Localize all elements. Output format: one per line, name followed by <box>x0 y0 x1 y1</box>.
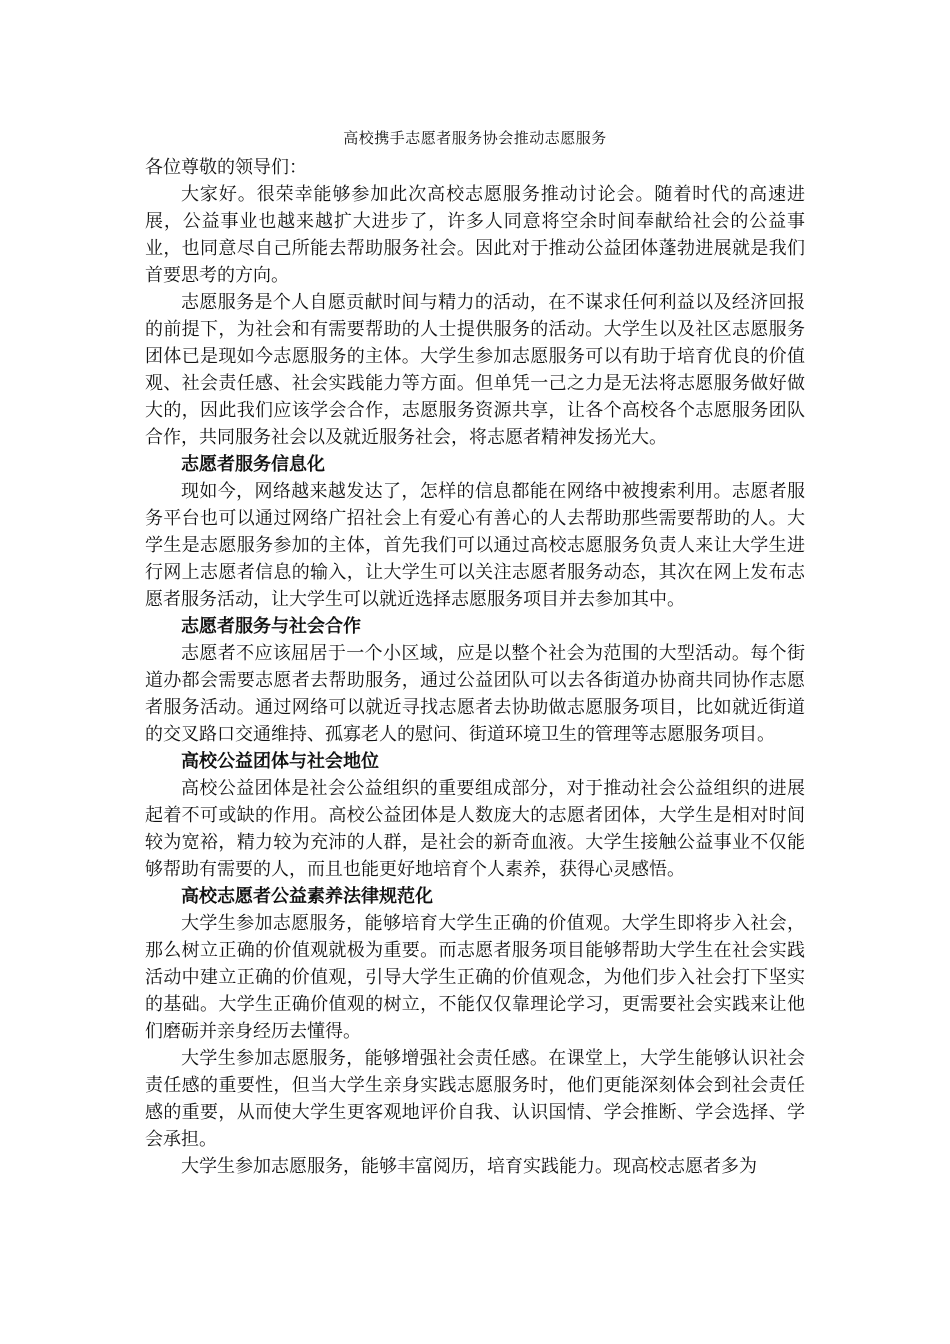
section-heading-informatization: 志愿者服务信息化 <box>181 454 325 475</box>
paragraph-volunteer-definition: 志愿服务是个人自愿贡献时间与精力的活动，在不谋求任何利益以及经济回报的前提下，为社会和有需要帮助的人士提供服务的活动。大学生以及社区志愿服务团体已是现如今志愿服务的主体。大学生参加志愿服务可以有助于培育优良的价值观、社会责任感、社会实践能力等方面。但单凭一己之力是无法将志愿服务做好做大的，因此我们应该学会合作，志愿服务资源共享，让各个高校各个志愿服务团队合作，共同服务社会以及就近服务社会，将志愿者精神发扬光大。 <box>145 292 805 448</box>
paragraph-social-cooperation: 志愿者不应该屈居于一个小区域，应是以整个社会为范围的大型活动。每个街道办都会需要志愿者去帮助服务，通过公益团队可以去各街道办协商共同协作志愿者服务活动。通过网络可以就近寻找志愿者去协助做志愿服务项目，比如就近街道的交叉路口交通维持、孤寡老人的慰问、街道环境卫生的管理等志愿服务项目。 <box>145 643 805 745</box>
document-title: 高校携手志愿者服务协会推动志愿服务 <box>343 129 607 147</box>
paragraph-social-status: 高校公益团体是社会公益组织的重要组成部分，对于推动社会公益组织的进展起着不可或缺的作用。高校公益团体是人数庞大的志愿者团体，大学生是相对时间较为宽裕，精力较为充沛的人群，是社会的新奇血液。大学生接触公益事业不仅能够帮助有需要的人，而且也能更好地培育个人素养，获得心灵感悟。 <box>145 778 805 880</box>
paragraph-responsibility: 大学生参加志愿服务，能够增强社会责任感。在课堂上，大学生能够认识社会责任感的重要性，但当大学生亲身实践志愿服务时，他们更能深刻体会到社会责任感的重要，从而使大学生更客观地评价自我、认识国情、学会推断、学会选择、学会承担。 <box>145 1048 805 1150</box>
document-page <box>145 124 805 1180</box>
section-heading-social-cooperation: 志愿者服务与社会合作 <box>181 616 361 637</box>
paragraph-intro: 大家好。很荣幸能够参加此次高校志愿服务推动讨论会。随着时代的高速进展，公益事业也越来越扩大进步了，许多人同意将空余时间奉献给社会的公益事业，也同意尽自己所能去帮助服务社会。因此对于推动公益团体蓬勃进展就是我们首要思考的方向。 <box>145 184 805 286</box>
section-heading-legal-norms: 高校志愿者公益素养法律规范化 <box>181 886 433 907</box>
salutation: 各位尊敬的领导们： <box>145 157 307 178</box>
paragraph-practice: 大学生参加志愿服务，能够丰富阅历，培育实践能力。现高校志愿者多为 <box>181 1156 757 1177</box>
paragraph-informatization: 现如今，网络越来越发达了，怎样的信息都能在网络中被搜索利用。志愿者服务平台也可以通过网络广招社会上有爱心有善心的人去帮助那些需要帮助的人。大学生是志愿服务参加的主体，首先我们可以通过高校志愿服务负责人来让大学生进行网上志愿者信息的输入，让大学生可以关注志愿者服务动态，其次在网上发布志愿者服务活动，让大学生可以就近选择志愿服务项目并去参加其中。 <box>145 481 805 610</box>
paragraph-values: 大学生参加志愿服务，能够培育大学生正确的价值观。大学生即将步入社会，那么树立正确的价值观就极为重要。而志愿者服务项目能够帮助大学生在社会实践活动中建立正确的价值观，引导大学生正确的价值观念，为他们步入社会打下坚实的基础。大学生正确价值观的树立，不能仅仅靠理论学习，更需要社会实践来让他们磨砺并亲身经历去懂得。 <box>145 913 805 1042</box>
section-heading-social-status: 高校公益团体与社会地位 <box>181 751 379 772</box>
